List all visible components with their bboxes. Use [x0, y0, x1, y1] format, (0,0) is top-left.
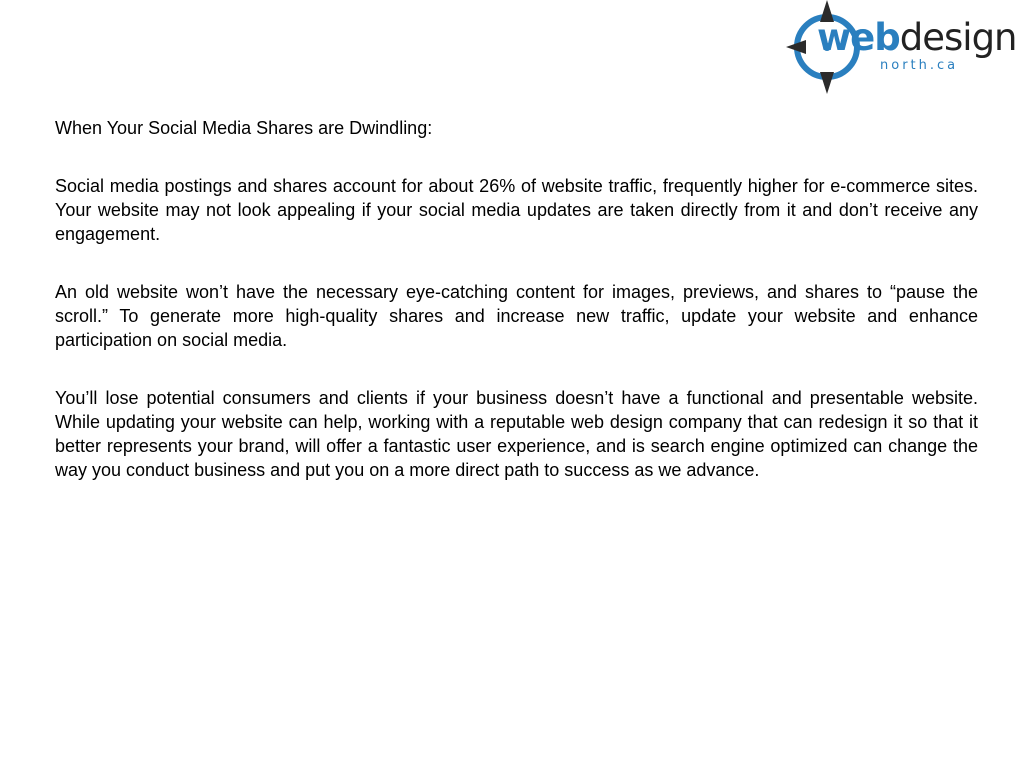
article-body — [55, 116, 978, 516]
logo-wordmark — [817, 18, 1017, 58]
article-paragraph-1: Social media postings and shares account for about 26% of website traffic, frequently higher for e-commerce sites. Your website may not look appealing if your social media updates are taken directly from it and don’t receive any engagement. — [55, 176, 978, 244]
article-heading: When Your Social Media Shares are Dwindling: — [55, 118, 433, 138]
article-paragraph-2: An old website won’t have the necessary eye-catching content for images, previews, and shares to “pause the scroll.” To generate more high-quality shares and increase new traffic, update your website and enhance participation on social media. — [55, 282, 978, 350]
webdesignnorth-logo — [784, 0, 1017, 98]
logo-design-text: design — [899, 16, 1017, 59]
logo-domain-text: north.ca — [880, 58, 959, 73]
article-paragraph-3: You’ll lose potential consumers and clients if your business doesn’t have a functional and presentable website. While updating your website can help, working with a reputable web design company that can redesign it so that it better represents your brand, will offer a fantastic user experience, and is search engine optimized can change the way you conduct business and put you on a more direct path to success as we advance. — [55, 388, 978, 480]
logo-web-text: web — [817, 16, 900, 59]
